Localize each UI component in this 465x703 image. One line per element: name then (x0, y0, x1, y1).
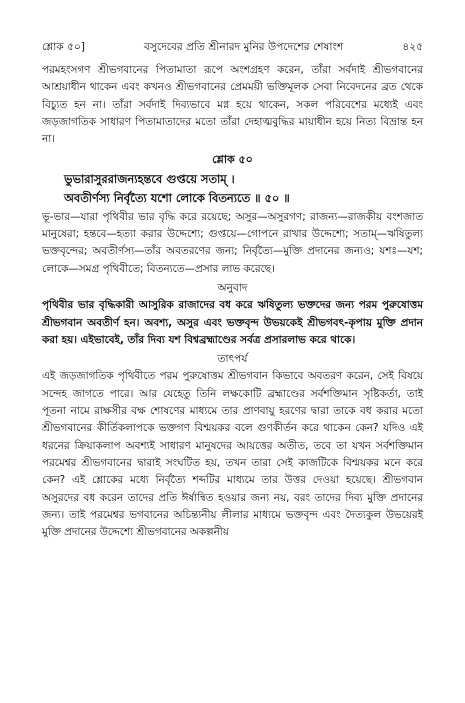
synonyms-paragraph: ভূ-ভার—যারা পৃথিবীর ভার বৃদ্ধি করে রয়েছে; অসুর—অসুরগণ; রাজন্য—রাজকীয় বংশজাত মানুষেরা; হন্তবে—হত্যা করার উদ্দেশ্যে; গুপ্তয়ে—গোপনে রাখার উদ্দেশ্যে; সতাম্—ঋষিতুল্য ভক্তবৃন্দের; অবতীর্ণস্য—তাঁর অবতরণের জন্য; নির্বৃত্যৈ—মুক্তি প্রদানের জন্যও; যশঃ—যশ; লোকে—সমগ্র পৃথিবীতে; বিতন্যতে—প্রসার লাভ করেছে। (42, 210, 423, 275)
verse-line-2: অবতীর্ণস্য নির্বৃত্যৈ যশো লোকে বিতন্যতে ॥ ৫০ ॥ (64, 190, 290, 205)
running-header (42, 38, 423, 58)
translation-paragraph: পৃথিবীর ভার বৃদ্ধিকারী আসুরিক রাজাদের বধ করে ঋষিতুল্য ভক্তদের জন্য পরম পুরুষোত্তম শ্রীভগবান অবতীর্ণ হন। অবশ্য, অসুর এবং ভক্তবৃন্দ উভয়কেই শ্রীভগবৎ-কৃপায় মুক্তি প্রদান করা হয়। এইভাবেই, তাঁর দিব্য যশ বিশ্বব্রহ্মাণ্ডের সর্বত্র প্রসারলাভ করে থাকে। (42, 299, 423, 346)
verse-text (42, 170, 423, 208)
verse-title: শ্লোক ৫০ (212, 153, 253, 167)
header-verse-ref: শ্লোক ৫০] (42, 41, 85, 54)
page-number: ৪২৫ (402, 41, 423, 54)
verse-line-1: ভুভারাসুররাজন্যহন্তবে গুপ্তয়ে সতাম্ । (64, 171, 235, 186)
translation-title: অনুবাদ (217, 281, 248, 294)
purport-paragraph: এই জড়জাগতিক পৃথিবীতে পরম পুরুষোত্তম শ্রীভগবান কিভাবে অবতরণ করেন, সেই বিষয়ে সন্দেহ জাগতে পারে। আর যেহেতু তিনি লক্ষকোটি ব্রহ্মাণ্ডের সর্বশক্তিমান সৃষ্টিকর্তা, তাই পূতনা নামে রাক্ষসীর বক্ষ শোষণের মাধ্যমে তার প্রাণবায়ু হরণের দ্বারা তাকে বধ করার মতো শ্রীভগবানের কীর্তিকলাপকে ভক্তগণ বিশ্ময়কর বলে গুণকীর্তন করে থাকেন কেন? যদিও এই ধরনের ক্রিয়াকলাপ অবশ্যই সাধারণ মানুষদের আয়ত্তের অতীত, তবে তা যখন সর্বশক্তিমান পরমেশ্বর শ্রীভগবানের দ্বারাই সংঘটিত হয়, তখন তারা সেই কাজটিকে বিশ্ময়কর মনে করে কেন? এই শ্লোকের মধ্যে নির্বৃত্যৈ শব্দটির মাধ্যমে তার উত্তর দেওয়া হয়েছে। শ্রীভগবান অসুরদের বধ করেন তাদের প্রতি ঈর্ষান্বিত হওয়ার জন্য নয়, বরং তাদের দিব্য মুক্তি প্রদানের জন্য। তাই পরমেশ্বর ভগবানের অচিন্ত্যনীয় লীলার মাধ্যমে ভক্তবৃন্দ এবং দৈত্যকুল উভয়েরই মুক্তি প্রদানের উদ্দেশ্যে শ্রীভগবানের অকল্পনীয় (42, 370, 423, 539)
intro-paragraph: পরমহংসগণ শ্রীভগবানের পিতামাতা রূপে অংশগ্রহণ করেন, তাঁরা সর্বদাই শ্রীভগবানের আশ্রয়াধীন থাকেন এবং কখনও শ্রীভগবানের প্রেমময়ী ভক্তিমূলক সেবা নিবেদনের ব্রত থেকে বিচ্যুত হন না। তাঁরা সর্বদাই দিব্যভাবে মগ্ন হয়ে থাকেন, সকল পরিবেশের মধ্যেই এবং জড়জাগতিক সাধারণ পিতামাতাদের মতো তাঁরা দেহাত্মবুদ্ধির মায়াধীন হয়ে নিত্য বিভ্রান্ত হন না। (42, 64, 423, 146)
header-chapter-title: বসুদেবের প্রতি শ্রীনারদ মুনির উপদেশের শেষাংশ (144, 41, 344, 54)
purport-title: তাৎপর্য (217, 353, 248, 366)
